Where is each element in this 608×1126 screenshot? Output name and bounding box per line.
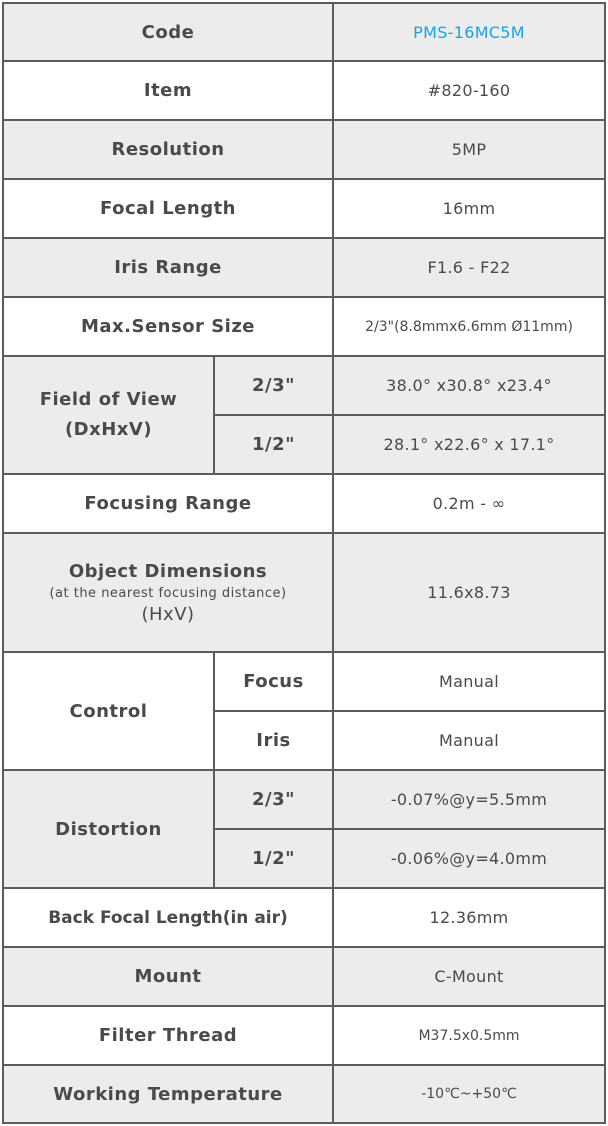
fov-label-line2: (DxHxV) bbox=[64, 419, 153, 440]
row-filter-thread bbox=[3, 1006, 605, 1065]
fov-value-2: 28.1° x22.6° x 17.1° bbox=[333, 415, 605, 474]
focal-length-value: 16mm bbox=[333, 179, 605, 238]
bfl-value: 12.36mm bbox=[333, 888, 605, 947]
iris-range-value: F1.6 - F22 bbox=[333, 238, 605, 297]
max-sensor-value: 2/3"(8.8mmx6.6mm Ø11mm) bbox=[333, 297, 605, 356]
row-distortion-1 bbox=[3, 770, 605, 829]
mount-value: C-Mount bbox=[333, 947, 605, 1006]
row-item bbox=[3, 61, 605, 120]
fov-sub-1: 2/3" bbox=[214, 356, 333, 415]
object-dims-title: Object Dimensions bbox=[68, 560, 268, 582]
row-mount bbox=[3, 947, 605, 1006]
row-object-dims bbox=[3, 533, 605, 652]
row-control-1 bbox=[3, 652, 605, 711]
resolution-label: Resolution bbox=[3, 120, 333, 179]
filter-thread-label: Filter Thread bbox=[3, 1006, 333, 1065]
row-fov-1 bbox=[3, 356, 605, 415]
row-working-temp bbox=[3, 1065, 605, 1123]
distortion-value-2: -0.06%@y=4.0mm bbox=[333, 829, 605, 888]
row-bfl bbox=[3, 888, 605, 947]
mount-label: Mount bbox=[3, 947, 333, 1006]
item-value: #820-160 bbox=[333, 61, 605, 120]
iris-range-label: Iris Range bbox=[3, 238, 333, 297]
control-sub-focus: Focus bbox=[214, 652, 333, 711]
distortion-label: Distortion bbox=[3, 770, 214, 888]
object-dims-label bbox=[3, 533, 333, 652]
object-dims-value: 11.6x8.73 bbox=[333, 533, 605, 652]
control-value-iris: Manual bbox=[333, 711, 605, 770]
focal-length-label: Focal Length bbox=[3, 179, 333, 238]
control-label: Control bbox=[3, 652, 214, 770]
fov-value-1: 38.0° x30.8° x23.4° bbox=[333, 356, 605, 415]
code-value: PMS-16MC5M bbox=[333, 3, 605, 61]
row-iris-range bbox=[3, 238, 605, 297]
fov-sub-2: 1/2" bbox=[214, 415, 333, 474]
fov-label bbox=[3, 356, 214, 474]
control-sub-iris: Iris bbox=[214, 711, 333, 770]
row-focal-length bbox=[3, 179, 605, 238]
resolution-value: 5MP bbox=[333, 120, 605, 179]
object-dims-hv: (HxV) bbox=[141, 603, 195, 625]
distortion-sub-1: 2/3" bbox=[214, 770, 333, 829]
filter-thread-value: M37.5x0.5mm bbox=[333, 1006, 605, 1065]
row-resolution bbox=[3, 120, 605, 179]
working-temp-label: Working Temperature bbox=[3, 1065, 333, 1123]
row-focusing-range bbox=[3, 474, 605, 533]
bfl-label: Back Focal Length(in air) bbox=[3, 888, 333, 947]
distortion-value-1: -0.07%@y=5.5mm bbox=[333, 770, 605, 829]
focusing-range-value: 0.2m - ∞ bbox=[333, 474, 605, 533]
spec-table bbox=[2, 2, 606, 1124]
working-temp-value: -10℃~+50℃ bbox=[333, 1065, 605, 1123]
row-code bbox=[3, 3, 605, 61]
object-dims-note: (at the nearest focusing distance) bbox=[49, 585, 287, 601]
row-max-sensor bbox=[3, 297, 605, 356]
item-label: Item bbox=[3, 61, 333, 120]
control-value-focus: Manual bbox=[333, 652, 605, 711]
code-label: Code bbox=[3, 3, 333, 61]
focusing-range-label: Focusing Range bbox=[3, 474, 333, 533]
fov-label-line1: Field of View bbox=[39, 389, 178, 410]
distortion-sub-2: 1/2" bbox=[214, 829, 333, 888]
max-sensor-label: Max.Sensor Size bbox=[3, 297, 333, 356]
